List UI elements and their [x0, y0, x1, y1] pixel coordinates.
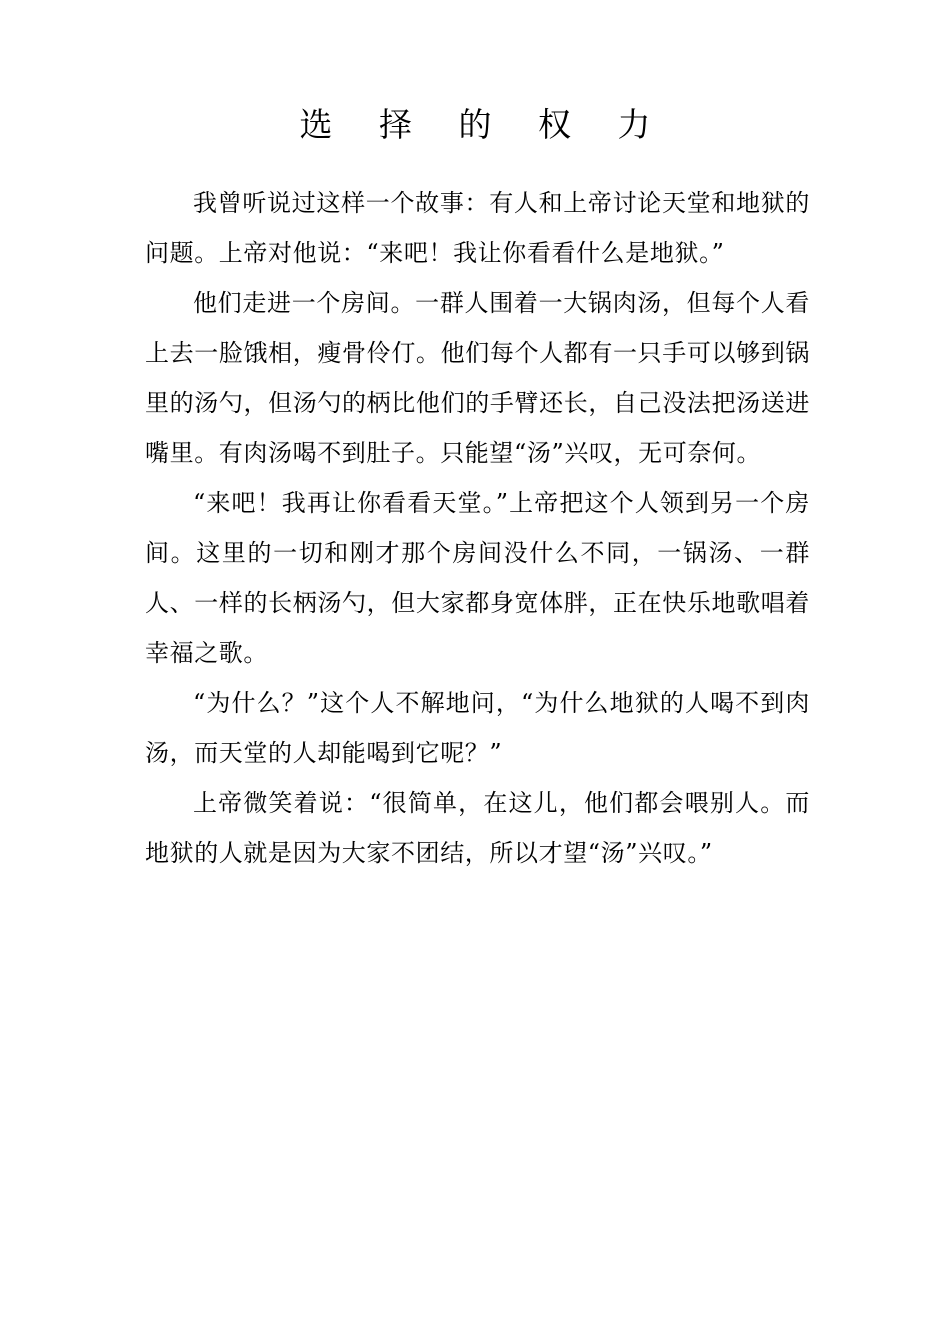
document-title: 选 择 的 权 力 [299, 105, 669, 144]
document-body [145, 178, 810, 878]
paragraph-4: “为什么？”这个人不解地问，“为什么地狱的人喝不到肉汤，而天堂的人却能喝到它呢？” [145, 689, 810, 767]
paragraph-1: 我曾听说过这样一个故事：有人和上帝讨论天堂和地狱的问题。上帝对他说：“来吧！我让你看看什么是地狱。” [145, 189, 810, 267]
paragraph-3: “来吧！我再让你看看天堂。”上帝把这个人领到另一个房间。这里的一切和刚才那个房间没什么不同，一锅汤、一群人、一样的长柄汤勺，但大家都身宽体胖，正在快乐地歌唱着幸福之歌。 [145, 489, 810, 667]
paragraph-5: 上帝微笑着说：“很简单，在这儿，他们都会喂别人。而地狱的人就是因为大家不团结，所以才望“汤”兴叹。” [145, 789, 810, 867]
paragraph-2: 他们走进一个房间。一群人围着一大锅肉汤，但每个人看上去一脸饿相，瘦骨伶仃。他们每个人都有一只手可以够到锅里的汤勺，但汤勺的柄比他们的手臂还长，自己没法把汤送进嘴里。有肉汤喝不到肚子。只能望“汤”兴叹，无可奈何。 [145, 289, 810, 467]
